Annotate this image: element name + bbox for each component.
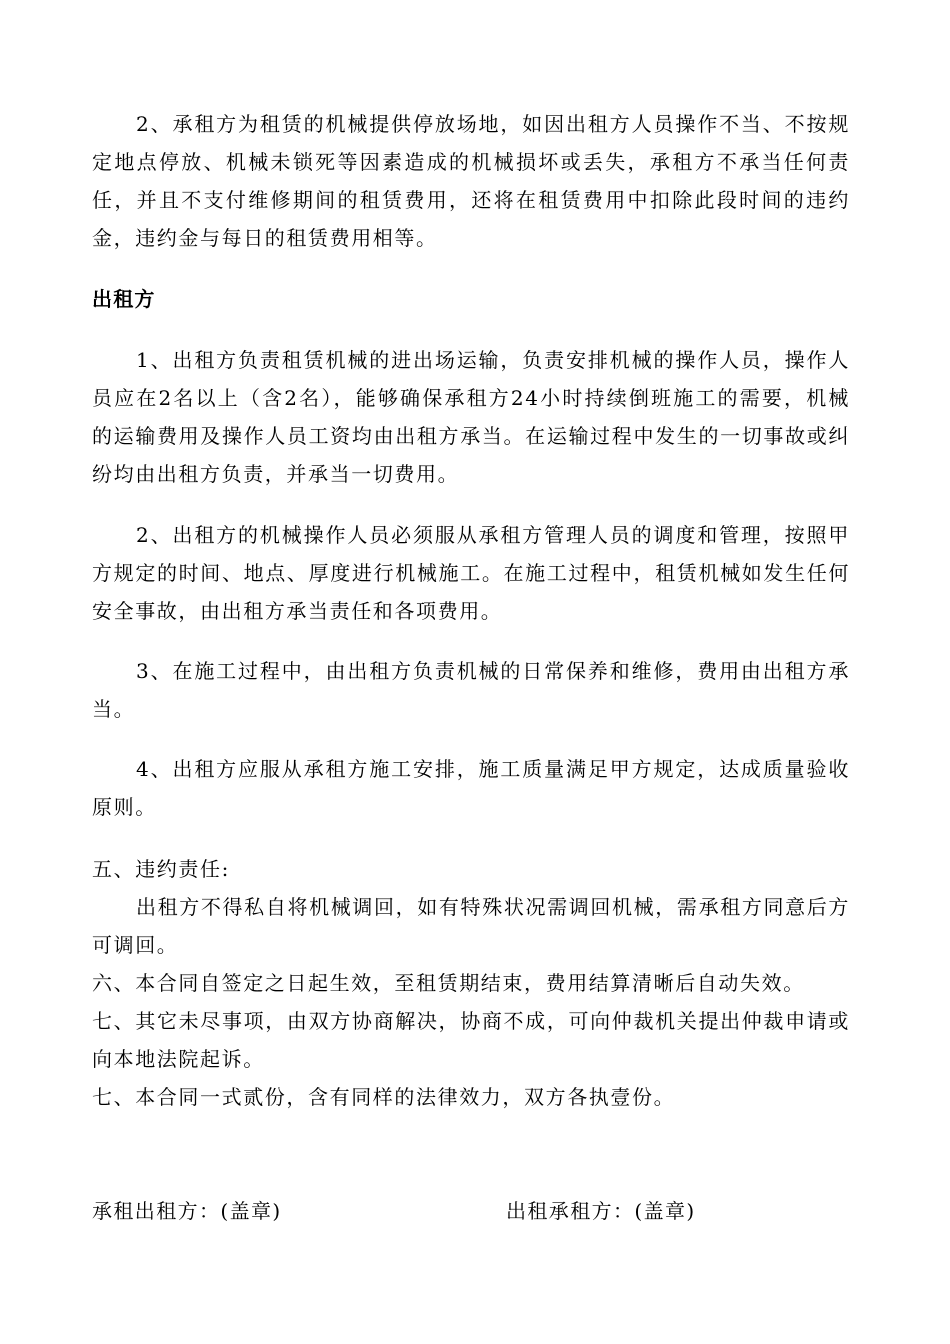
lessor-clause-4: 4、出租方应服从承租方施工安排，施工质量满足甲方规定，达成质量验收原则。	[92, 757, 850, 819]
lessor-signature-label: 出租承租方：(盖章)	[506, 1199, 696, 1223]
lessor-clause-2: 2、出租方的机械操作人员必须服从承租方管理人员的调度和管理，按照甲方规定的时间、地点、厚度进行机械施工。在施工过程中，租赁机械如发生任何安全事故，由出租方承当责任和各项费用。	[92, 523, 850, 623]
clause-7-copies: 七、本合同一式贰份，含有同样的法律效力，双方各执壹份。	[92, 1085, 676, 1109]
lessor-heading: 出租方	[92, 287, 156, 311]
lessor-clause-1: 1、出租方负责租赁机械的进出场运输，负责安排机械的操作人员，操作人员应在2名以上（含2名），能够确保承租方24小时持续倒班施工的需要，机械的运输费用及操作人员工资均由出租方承当。在运输过程中发生的一切事故或纠纷均由出租方负责，并承当一切费用。	[92, 348, 850, 486]
lessee-clause-2: 2、承租方为租赁的机械提供停放场地，如因出租方人员操作不当、不按规定地点停放、机械未锁死等因素造成的机械损坏或丢失，承租方不承当任何责任，并且不支付维修期间的租赁费用，还将在租赁费用中扣除此段时间的违约金，违约金与每日的租赁费用相等。	[92, 112, 850, 250]
lessor-clause-3: 3、在施工过程中，由出租方负责机械的日常保养和维修，费用由出租方承当。	[92, 659, 850, 721]
clause-6: 六、本合同自签定之日起生效，至租赁期结束，费用结算清晰后自动失效。	[92, 971, 805, 995]
breach-text: 出租方不得私自将机械调回，如有特殊状况需调回机械，需承租方同意后方可调回。	[92, 895, 850, 957]
lessee-signature-label: 承租出租方：(盖章)	[92, 1199, 282, 1223]
breach-heading: 五、违约责任:	[92, 857, 230, 881]
clause-7-disputes: 七、其它未尽事项，由双方协商解决，协商不成，可向仲裁机关提出仲裁申请或向本地法院起诉。	[92, 1009, 850, 1071]
